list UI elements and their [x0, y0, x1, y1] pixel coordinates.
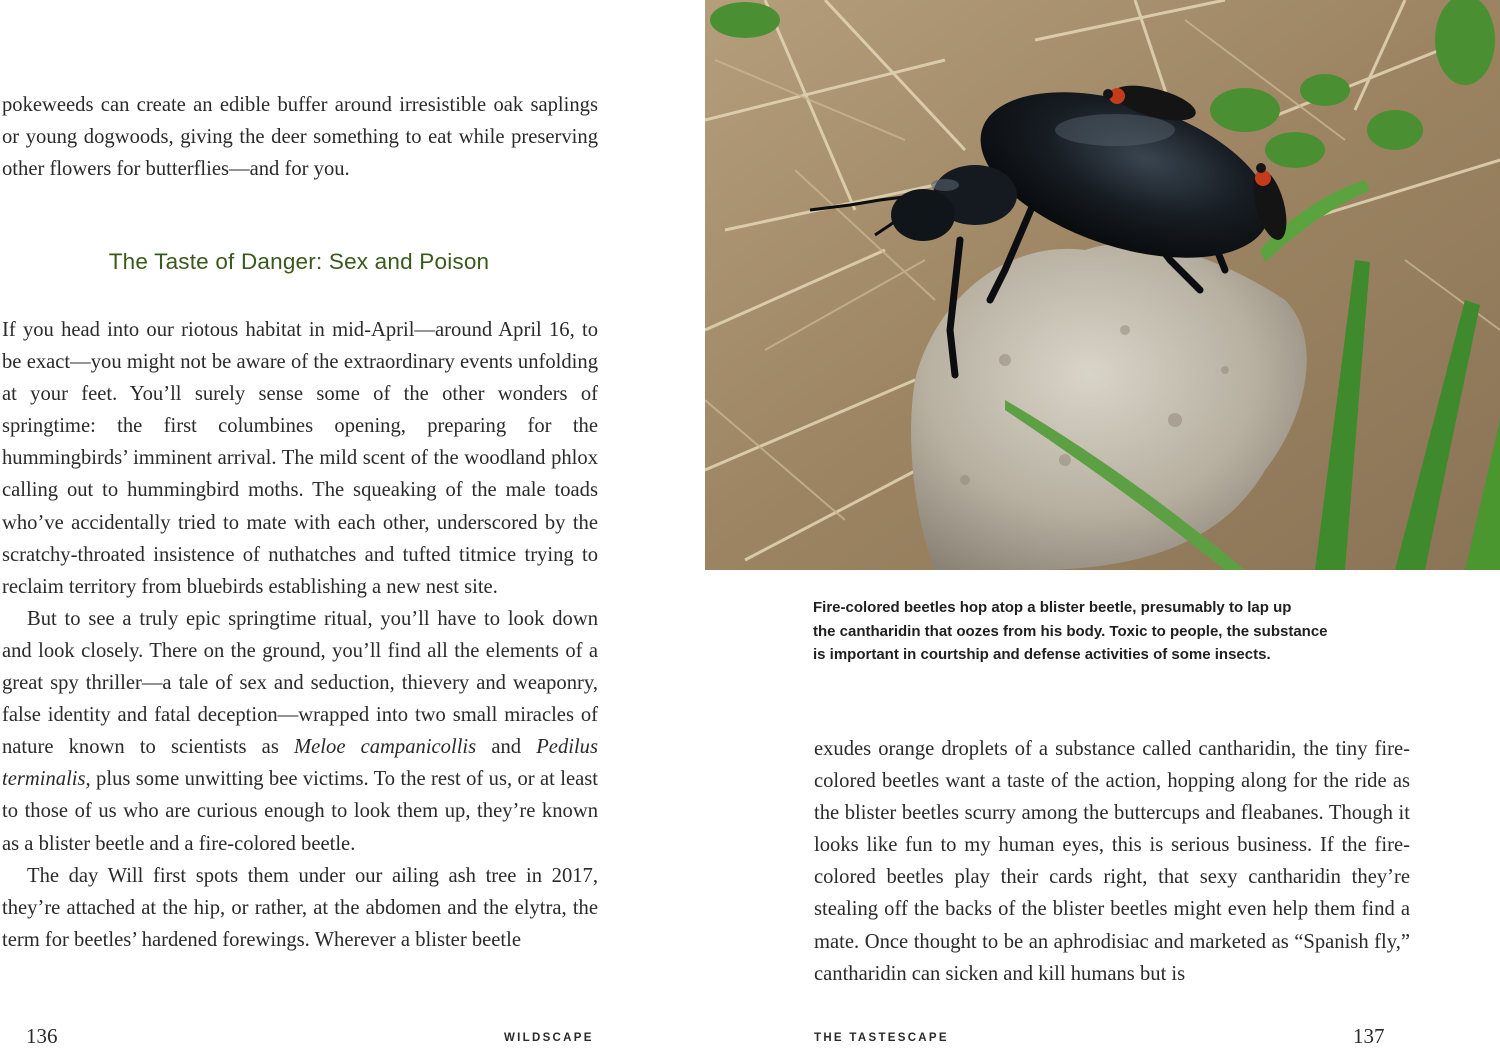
right-page: [705, 0, 1500, 1050]
intro-paragraph: pokeweeds can create an edible buffer around irresistible oak saplings or young dogwoods, giving the deer something to eat while preserving other flowers for butterflies—and for you.: [2, 94, 598, 181]
paragraph-2-part-2: and: [476, 736, 537, 759]
paragraph-continued: exudes orange droplets of a substance called cantharidin, the tiny fire-colored beetles want a taste of the action, hopping along for the ride as the blister beetles scurry among the buttercups and fleabanes. Though it looks like fun to my human eyes, this is serious business. If the fire-colored beetles play their cards right, that sexy cantharidin they’re stealing off the backs of the blister beetles might even help them find a mate. Once thought to be an aphrodisiac and marketed as “Spanish fly,” cantharidin can sicken and kill humans but is: [814, 738, 1410, 985]
main-text-block: [2, 314, 598, 956]
species-name-meloe: Meloe campanicollis: [294, 736, 477, 759]
caption-line-3: is important in courtship and defense activities of some insects.: [813, 646, 1271, 663]
page-number-right: 137: [1353, 1024, 1385, 1048]
paragraph-2: [2, 603, 598, 860]
beetle-photo-illustration: [705, 0, 1500, 570]
paragraph-2-part-3: , plus some unwitting bee victims. To the rest of us, or at least to those of us who are curious enough to look them up, they’re known as a blister beetle and a fire-colored beetle.: [2, 768, 598, 855]
intro-paragraph-block: [2, 89, 598, 185]
paragraph-2-part-1: But to see a truly epic springtime ritual, you’ll have to look down and look closely. There on the ground, you’ll find all the elements of a great spy thriller—a tale of sex and seduction, thievery and weaponry, false identity and fatal deception—wrapped into two small miracles of nature known to scientists as: [2, 607, 598, 759]
paragraph-1: If you head into our riotous habitat in mid-April—around April 16, to be exact—you might not be aware of the extraordinary events unfolding at your feet. You’ll surely sense some of the other wonders of springtime: the first columbines opening, preparing for the hummingbirds’ imminent arrival. The mild scent of the woodland phlox calling out to hummingbird moths. The squeaking of the male toads who’ve accidentally tried to mate with each other, underscored by the scratchy-throated insistence of nuthatches and tufted titmice trying to reclaim territory from bluebirds establishing a new nest site.: [2, 319, 598, 598]
page-number-left: 136: [26, 1024, 58, 1048]
left-page: [0, 0, 705, 1050]
caption-line-1: Fire-colored beetles hop atop a blister beetle, presumably to lap up: [813, 599, 1292, 616]
beetle-photo: [705, 0, 1500, 570]
running-head-left: WILDSCAPE: [504, 1032, 594, 1044]
caption-line-2: the cantharidin that oozes from his body. Toxic to people, the substance: [813, 622, 1328, 640]
running-head-right: THE TASTESCAPE: [814, 1032, 949, 1044]
species-name-pedilus: Pedilus terminalis: [2, 736, 598, 791]
section-heading: The Taste of Danger: Sex and Poison: [108, 249, 490, 274]
photo-caption: [813, 596, 1413, 667]
paragraph-3: The day Will first spots them under our ailing ash tree in 2017, they’re attached at the hip, or rather, at the abdomen and the elytra, the term for beetles’ hardened forewings. Wherever a blister beetle: [2, 864, 598, 951]
right-text-block: [814, 733, 1410, 990]
